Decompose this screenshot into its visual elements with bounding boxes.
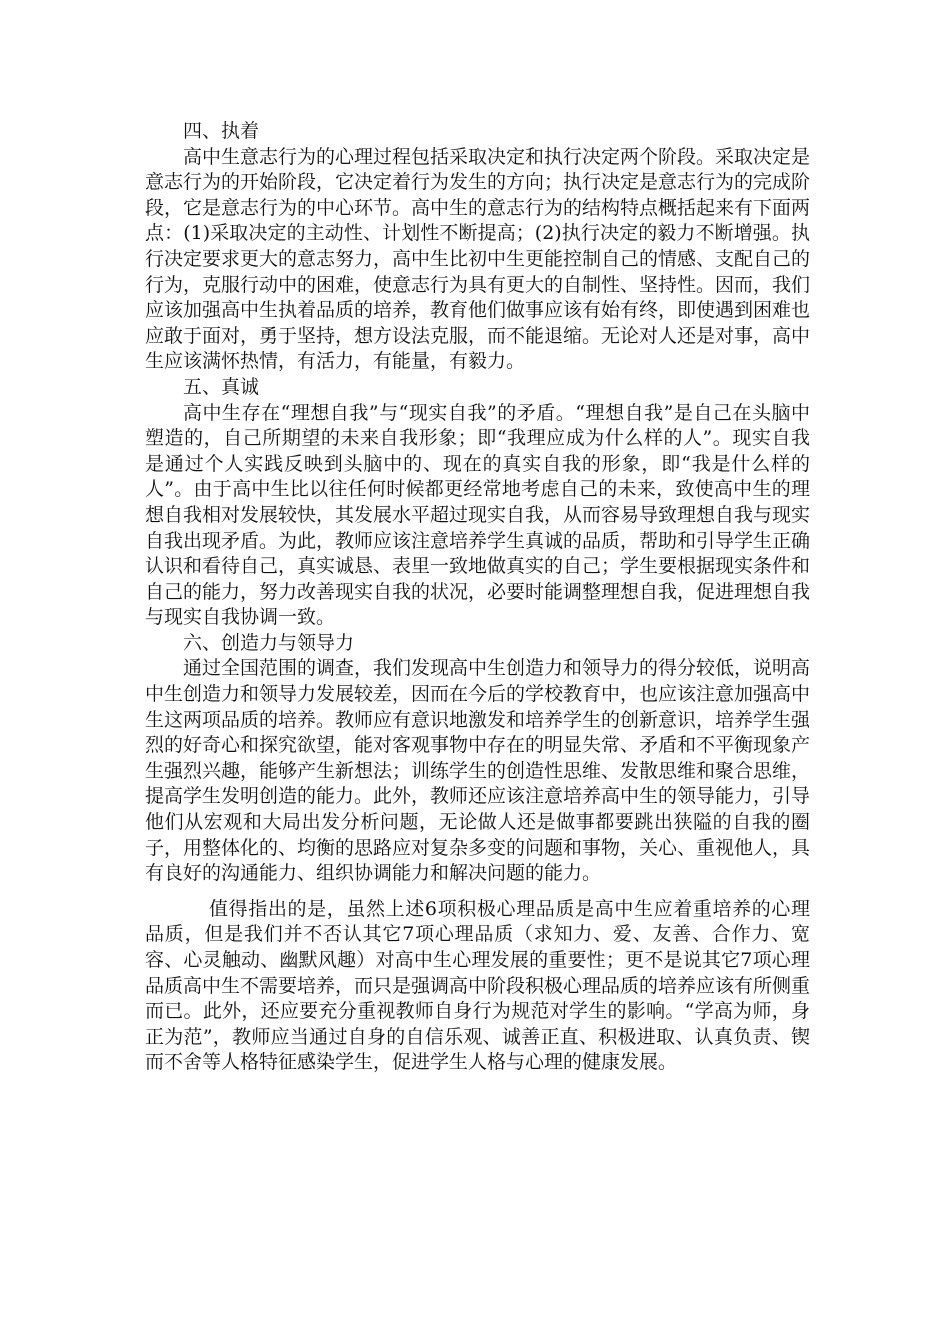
section-heading-sincerity: 五、真诚 (183, 375, 260, 398)
section-heading-persistence: 四、执着 (183, 120, 260, 142)
section-heading-creativity-leadership: 六、创造力与领导力 (183, 631, 355, 654)
section-paragraph-persistence: 高中生意志行为的心理过程包括采取决定和执行决定两个阶段。采取决定是意志行为的开始阶段，它决定着行为发生的方向；执行决定是意志行为的完成阶段，它是意志行为的中心环节。高中生的意志行为的结构特点概括起来有下面两点：(1)采取决定的主动性、计划性不断提高；(2)执行决定的毅力不断增强。执行决定要求更大的意志努力，高中生比初中生更能控制自己的情感、支配自己的行为，克服行动中的困难，使意志行为具有更大的自制性、坚持性。因而，我们应该加强高中生执着品质的培养，教育他们做事应该有始有终，即使遇到困难也应敢于面对，勇于坚持，想方设法克服，而不能退缩。无论对人还是对事，高中生应该满怀热情，有活力，有能量，有毅力。 (145, 145, 811, 373)
section-paragraph-sincerity: 高中生存在“理想自我”与“现实自我”的矛盾。“理想自我”是自己在头脑中塑造的，自己所期望的未来自我形象；即“我理应成为什么样的人”。现实自我是通过个人实践反映到头脑中的、现在的真实自我的形象，即“我是什么样的人”。由于高中生比以往任何时候都更经常地考虑自己的未来，致使高中生的理想自我相对发展较快，其发展水平超过现实自我，从而容易导致理想自我与现实自我出现矛盾。为此，教师应该注意培养学生真诚的品质，帮助和引导学生正确认识和看待自己，真实诚恳、表里一致地做真实的自己；学生要根据现实条件和自己的能力，努力改善现实自我的状况，必要时能调整理想自我，促进理想自我与现实自我协调一致。 (145, 401, 811, 629)
document-page (145, 119, 810, 1076)
closing-paragraph: 值得指出的是，虽然上述6项积极心理品质是高中生应着重培养的心理品质，但是我们并不否认其它7项心理品质（求知力、爱、友善、合作力、宽容、心灵触动、幽默风趣）对高中生心理发展的重要性；更不是说其它7项心理品质高中生不需要培养，而只是强调高中阶段积极心理品质的培养应该有所侧重而已。此外，还应要充分重视教师自身行为规范对学生的影响。“学高为师，身正为范”，教师应当通过自身的自信乐观、诚善正直、积极进取、认真负责、锲而不舍等人格特征感染学生，促进学生人格与心理的健康发展。 (145, 897, 811, 1074)
section-paragraph-creativity-leadership: 通过全国范围的调查，我们发现高中生创造力和领导力的得分较低，说明高中生创造力和领导力发展较差，因而在今后的学校教育中，也应该注意加强高中生这两项品质的培养。教师应有意识地激发和培养学生的创新意识，培养学生强烈的好奇心和探究欲望，能对客观事物中存在的明显失常、矛盾和不平衡现象产生强烈兴趣，能够产生新想法；训练学生的创造性思维、发散思维和聚合思维，提高学生发明创造的能力。此外，教师还应该注意培养高中生的领导能力，引导他们从宏观和大局出发分析问题，无论做人还是做事都要跳出狭隘的自我的圈子，用整体化的、均衡的思路应对复杂多变的问题和事物，关心、重视他人，具有良好的沟通能力、组织协调能力和解决问题的能力。 (145, 657, 811, 885)
